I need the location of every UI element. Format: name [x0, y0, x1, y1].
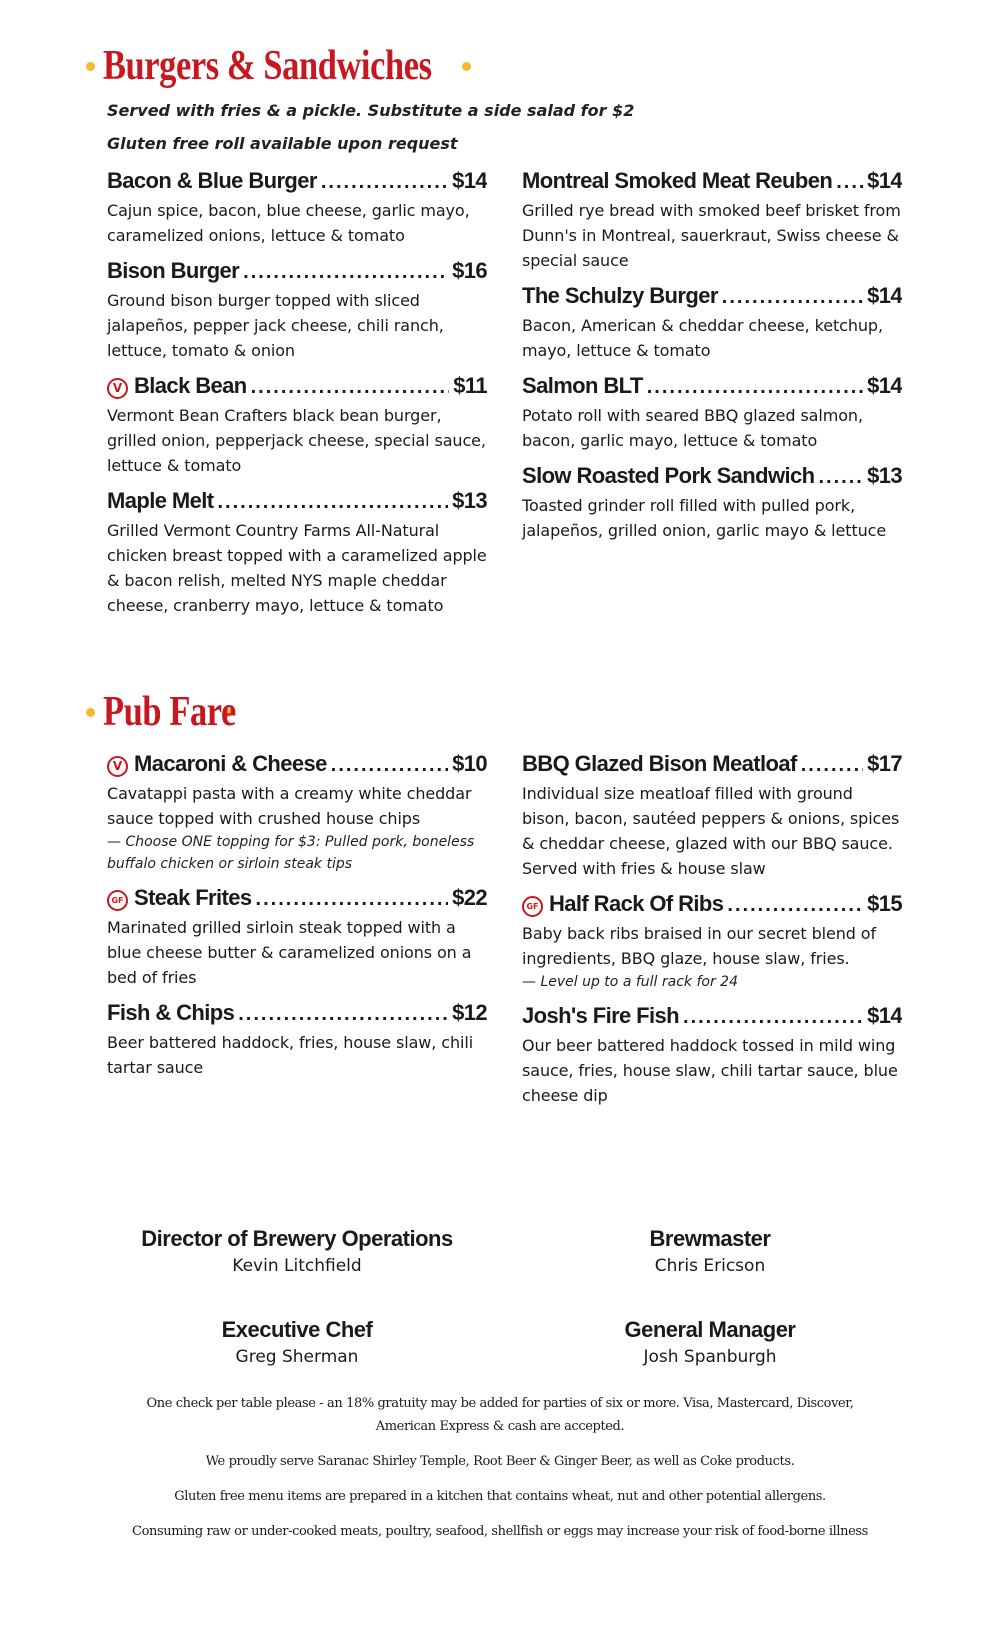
staff-role: Director of Brewery Operations — [141, 1226, 453, 1251]
menu-item-price: $22 — [452, 885, 487, 910]
menu-item-header — [522, 373, 902, 403]
menu-item-note: — Choose ONE topping for $3: Pulled pork, boneless buffalo chicken or sirloin steak tips — [107, 834, 475, 872]
staff-role: Brewmaster — [649, 1226, 771, 1251]
menu-item — [107, 373, 487, 478]
staff-name: Josh Spanburgh — [643, 1347, 777, 1367]
menu-item — [522, 463, 902, 543]
section-heading: Pub Fare — [103, 689, 236, 735]
staff-entry — [550, 1226, 870, 1276]
menu-item-header — [107, 373, 487, 403]
dot-leader — [801, 754, 863, 777]
menu-item-price: $17 — [867, 751, 902, 776]
burgers-right-column — [522, 168, 902, 553]
footer-notes — [120, 1392, 880, 1555]
section-title-pub-fare — [86, 688, 236, 736]
menu-item-description: Potato roll with seared BBQ glazed salmon, bacon, garlic mayo, lettuce & tomato — [522, 406, 863, 450]
menu-item-price: $10 — [452, 751, 487, 776]
menu-item-description: Toasted grinder roll filled with pulled pork, jalapeños, grilled onion, garlic mayo & lettuce — [522, 496, 887, 540]
pub-left-column — [107, 751, 487, 1090]
menu-item-name: The Schulzy Burger — [522, 283, 718, 308]
menu-item-header — [107, 1000, 487, 1030]
staff-entry — [137, 1226, 457, 1276]
menu-item — [522, 751, 902, 881]
menu-item — [522, 168, 902, 273]
menu-item-description: Beer battered haddock, fries, house slaw, chili tartar sauce — [107, 1033, 474, 1077]
menu-item-name: Steak Frites — [134, 885, 252, 910]
menu-item-name: Slow Roasted Pork Sandwich — [522, 463, 815, 488]
pub-right-column — [522, 751, 902, 1118]
staff-name: Greg Sherman — [235, 1347, 359, 1367]
menu-item-header — [522, 168, 902, 198]
bullet-dot-icon — [86, 708, 95, 717]
menu-item-header — [107, 258, 487, 288]
vegetarian-icon: V — [107, 378, 128, 399]
menu-item-price: $12 — [452, 1000, 487, 1025]
menu-item — [522, 891, 902, 993]
menu-item-price: $14 — [867, 373, 902, 398]
menu-item-name: Bison Burger — [107, 258, 240, 283]
menu-item — [522, 1003, 902, 1108]
menu-item — [522, 373, 902, 453]
menu-item-price: $14 — [867, 283, 902, 308]
footer-note: One check per table please - an 18% gratuity may be added for parties of six or more. Visa, Mastercard, Discover, American Express & cash are accepted. — [146, 1396, 854, 1434]
footer-note: Gluten free menu items are prepared in a kitchen that contains wheat, nut and other potential allergens. — [174, 1489, 826, 1504]
menu-item-description: Individual size meatloaf filled with ground bison, bacon, sautéed peppers & onions, spices & cheddar cheese, glazed with our BBQ sauce. Served with fries & house slaw — [522, 784, 900, 878]
menu-item — [107, 885, 487, 990]
menu-item-price: $14 — [452, 168, 487, 193]
dot-leader — [727, 894, 863, 917]
staff-entry — [550, 1317, 870, 1367]
staff-name: Kevin Litchfield — [232, 1256, 362, 1276]
footer-note: Consuming raw or under-cooked meats, poultry, seafood, shellfish or eggs may increase your risk of food-borne illness — [132, 1524, 868, 1539]
menu-item-description: Grilled rye bread with smoked beef brisket from Dunn's in Montreal, sauerkraut, Swiss cheese & special sauce — [522, 201, 901, 270]
section-title-burgers — [86, 42, 471, 90]
gluten-free-icon: GF — [107, 890, 128, 911]
dot-leader — [321, 171, 448, 194]
menu-item — [107, 751, 487, 875]
menu-item-header — [522, 1003, 902, 1033]
dot-leader — [238, 1003, 448, 1026]
menu-item-description: Vermont Bean Crafters black bean burger, grilled onion, pepperjack cheese, special sauce, lettuce & tomato — [107, 406, 486, 475]
dot-leader — [818, 466, 863, 489]
menu-item-header — [107, 168, 487, 198]
menu-item-description: Marinated grilled sirloin steak topped with a blue cheese butter & caramelized onions on a bed of fries — [107, 918, 472, 987]
menu-item-name: Half Rack Of Ribs — [549, 891, 724, 916]
menu-item-header — [107, 885, 487, 915]
menu-item-name: BBQ Glazed Bison Meatloaf — [522, 751, 797, 776]
section-note: Gluten free roll available upon request — [107, 134, 458, 153]
menu-item-name: Montreal Smoked Meat Reuben — [522, 168, 833, 193]
menu-item — [107, 168, 487, 248]
menu-item-name: Macaroni & Cheese — [134, 751, 327, 776]
menu-item-description: Baby back ribs braised in our secret blend of ingredients, BBQ glaze, house slaw, fries. — [522, 924, 877, 968]
menu-item-price: $15 — [867, 891, 902, 916]
menu-item-description: Grilled Vermont Country Farms All-Natural chicken breast topped with a caramelized apple & bacon relish, melted NYS maple cheddar cheese, cranberry mayo, lettuce & tomato — [107, 521, 487, 615]
dot-leader — [647, 376, 863, 399]
menu-item-price: $14 — [867, 168, 902, 193]
dot-leader — [683, 1006, 863, 1029]
menu-item-description: Cajun spice, bacon, blue cheese, garlic mayo, caramelized onions, lettuce & tomato — [107, 201, 470, 245]
dot-leader — [251, 376, 450, 399]
staff-name: Chris Ericson — [654, 1256, 766, 1276]
menu-item-header — [522, 751, 902, 781]
menu-item-description: Cavatappi pasta with a creamy white cheddar sauce topped with crushed house chips — [107, 784, 472, 828]
dot-leader — [836, 171, 863, 194]
bullet-dot-icon — [86, 62, 95, 71]
menu-item-price: $14 — [867, 1003, 902, 1028]
menu-item-price: $16 — [452, 258, 487, 283]
menu-item-name: Bacon & Blue Burger — [107, 168, 317, 193]
bullet-dot-icon — [462, 62, 471, 71]
vegetarian-icon: V — [107, 756, 128, 777]
menu-item-header — [522, 283, 902, 313]
menu-item-name: Josh's Fire Fish — [522, 1003, 680, 1028]
section-heading: Burgers & Sandwiches — [103, 43, 432, 89]
menu-item-description: Our beer battered haddock tossed in mild wing sauce, fries, house slaw, chili tartar sauce, blue cheese dip — [522, 1036, 898, 1105]
staff-entry — [137, 1317, 457, 1367]
menu-item-name: Black Bean — [134, 373, 247, 398]
section-note: Served with fries & a pickle. Substitute a side salad for $2 — [107, 101, 635, 120]
menu-item-name: Maple Melt — [107, 488, 214, 513]
dot-leader — [722, 286, 863, 309]
menu-item — [107, 258, 487, 363]
dot-leader — [243, 261, 448, 284]
gluten-free-icon: GF — [522, 896, 543, 917]
menu-item — [522, 283, 902, 363]
dot-leader — [217, 491, 448, 514]
menu-item-name: Fish & Chips — [107, 1000, 235, 1025]
menu-item-price: $13 — [452, 488, 487, 513]
menu-item-header — [107, 488, 487, 518]
dot-leader — [256, 888, 449, 911]
menu-item-note: — Level up to a full rack for 24 — [522, 974, 738, 990]
staff-role: General Manager — [624, 1317, 796, 1342]
dot-leader — [331, 754, 448, 777]
menu-item-description: Bacon, American & cheddar cheese, ketchup, mayo, lettuce & tomato — [522, 316, 883, 360]
menu-item-price: $11 — [453, 373, 487, 398]
menu-item-header — [522, 463, 902, 493]
menu-item-price: $13 — [867, 463, 902, 488]
menu-item-description: Ground bison burger topped with sliced jalapeños, pepper jack cheese, chili ranch, lettuce, tomato & onion — [107, 291, 444, 360]
burgers-left-column — [107, 168, 487, 628]
menu-item — [107, 1000, 487, 1080]
menu-item-header — [522, 891, 902, 921]
staff-role: Executive Chef — [221, 1317, 373, 1342]
menu-item-name: Salmon BLT — [522, 373, 643, 398]
footer-note: We proudly serve Saranac Shirley Temple, Root Beer & Ginger Beer, as well as Coke products. — [205, 1454, 795, 1469]
menu-item — [107, 488, 487, 618]
menu-item-header — [107, 751, 487, 781]
